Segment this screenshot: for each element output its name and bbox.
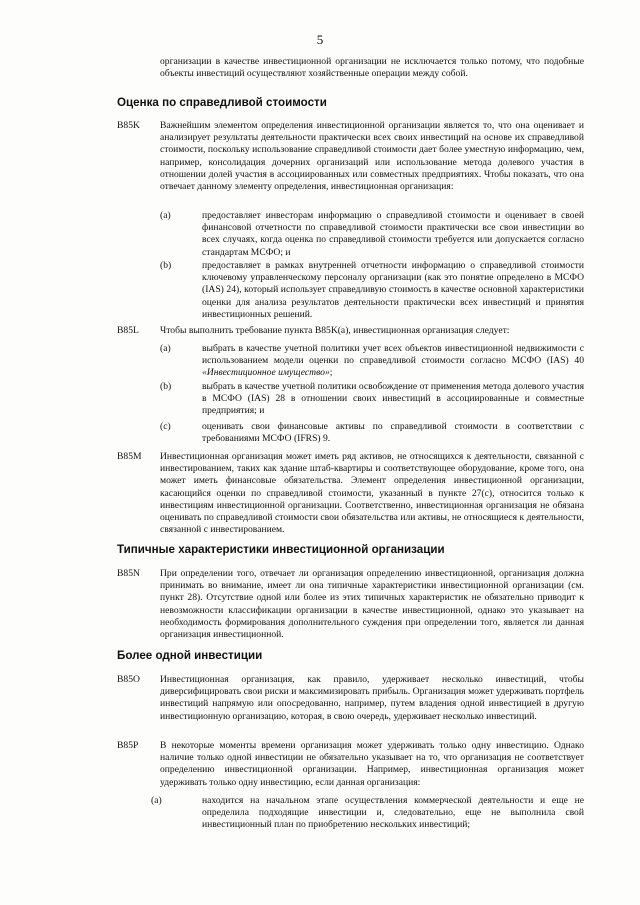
paragraph-label-b85n: B85N [117, 568, 140, 579]
list-item-b85l-a: выбрать в качестве учетной политики учет всех объектов инвестиционной недвижимости с использованием модели оценки по справедливой стоимости согласно МСФО (IAS) 40 «Инвестиционное имущество»; [202, 343, 584, 379]
list-item-b85l-c: оценивать свои финансовые активы по справедливой стоимости в соответствии с требованиями МСФО (IFRS) 9. [202, 421, 584, 445]
list-label-b85k-a: (a) [160, 210, 171, 221]
section-heading-typical-characteristics: Типичные характеристики инвестиционной организации [117, 543, 445, 556]
paragraph-b85p: В некоторые моменты времени организация может удерживать только одну инвестицию. Однако наличие только одной инвестиции не обязательно указывает на то, что организация не соответствует определению инвестиционной организации. Например, инвестиционная организация может удерживать только одну инвестицию, если данная организация: [160, 740, 584, 788]
paragraph-b85k: Важнейшим элементом определения инвестиционной организации является то, что она оценивает и анализирует результаты деятельности практически всех своих инвестиций на основе их справедливой стоимости, поскольку использование справедливой стоимости дает более уместную информацию, чем, например, консолидация дочерних организаций или использование метода долевого участия в отношении долей участия в ассоциированных или совместных предприятиях. Чтобы показать, что она отвечает данному элементу определения, инвестиционная организация: [160, 120, 584, 193]
page-number: 5 [316, 32, 324, 47]
list-label-b85p-a: (a) [151, 795, 162, 806]
paragraph-label-b85l: B85L [117, 325, 139, 336]
list-label-b85l-c: (c) [160, 421, 171, 432]
ias40-title: «Инвестиционное имущество» [202, 367, 330, 379]
list-label-b85l-b: (b) [160, 381, 172, 392]
list-item-b85p-a: находится на начальном этапе осуществления коммерческой деятельности и еще не определила подходящие инвестиции и, следовательно, еще не выполнила свой инвестиционный план по приобретению нескольких инвестиций; [202, 795, 584, 831]
section-heading-fair-value: Оценка по справедливой стоимости [117, 96, 327, 109]
paragraph-label-b85o: B85O [117, 674, 140, 685]
paragraph-b85o: Инвестиционная организация, как правило, удерживает несколько инвестиций, чтобы диверсифицировать свои риски и максимизировать прибыль. Организация может удерживать портфель инвестиций напрямую или опосредованно, например, путем владения одной инвестицией в другую инвестиционную организацию, которая, в свою очередь, удерживает несколько инвестиций. [160, 674, 584, 722]
list-item-b85l-b: выбрать в качестве учетной политики освобождение от применения метода долевого участия в МСФО (IAS) 28 в отношении своих инвестиций в ассоциированные и совместные предприятия; и [202, 381, 584, 417]
section-heading-multiple-investments: Более одной инвестиции [117, 649, 263, 662]
paragraph-label-b85p: B85P [117, 740, 139, 751]
paragraph-label-b85m: B85M [117, 451, 142, 462]
intro-paragraph: организации в качестве инвестиционной организации не исключается только потому, что подобные объекты инвестиций осуществляют хозяйственные операции между собой. [160, 56, 584, 80]
paragraph-b85n: При определении того, отвечает ли организация определению инвестиционной, организация должна принимать во внимание, имеет ли она типичные характеристики инвестиционной организации (см. пункт 28). Отсутствие одной или более из этих типичных характеристик не обязательно приводит к невозможности классификации организации в качестве инвестиционной, однако это указывает на необходимость формирования дополнительного суждения при определении того, является ли данная организация инвестиционной. [160, 568, 584, 641]
list-label-b85l-a: (a) [160, 343, 171, 354]
list-label-b85k-b: (b) [160, 260, 172, 271]
list-item-b85k-a: предоставляет инвесторам информацию о справедливой стоимости и оценивает в своей финансовой отчетности по справедливой стоимости практически все свои инвестиции во всех случаях, когда оценка по справедливой стоимости требуется или допускается согласно стандартам МСФО; и [202, 210, 584, 258]
paragraph-b85l: Чтобы выполнить требование пункта B85K(a), инвестиционная организация следует: [160, 325, 510, 336]
paragraph-b85m: Инвестиционная организация может иметь ряд активов, не относящихся к деятельности, связанной с инвестированием, таких как здание штаб-квартиры и соответствующее оборудование, кроме того, она может иметь финансовые обязательства. Элемент определения инвестиционной организации, касающийся оценки по справедливой стоимости, указанный в пункте 27(c), относится только к инвестициям инвестиционной организации. Соответственно, инвестиционная организация не обязана оценивать по справедливой стоимости свои обязательства или активы, не относящиеся к деятельности, связанной с инвестированием. [160, 451, 584, 536]
paragraph-label-b85k: B85K [117, 120, 140, 131]
list-item-b85k-b: предоставляет в рамках внутренней отчетности информацию о справедливой стоимости ключевому управленческому персоналу организации (как это понятие определено в МСФО (IAS) 24), который использует справедливую стоимость в качестве основной характеристики оценки для анализа результатов деятельности практически всех инвестиций и принятия инвестиционных решений. [202, 260, 584, 320]
